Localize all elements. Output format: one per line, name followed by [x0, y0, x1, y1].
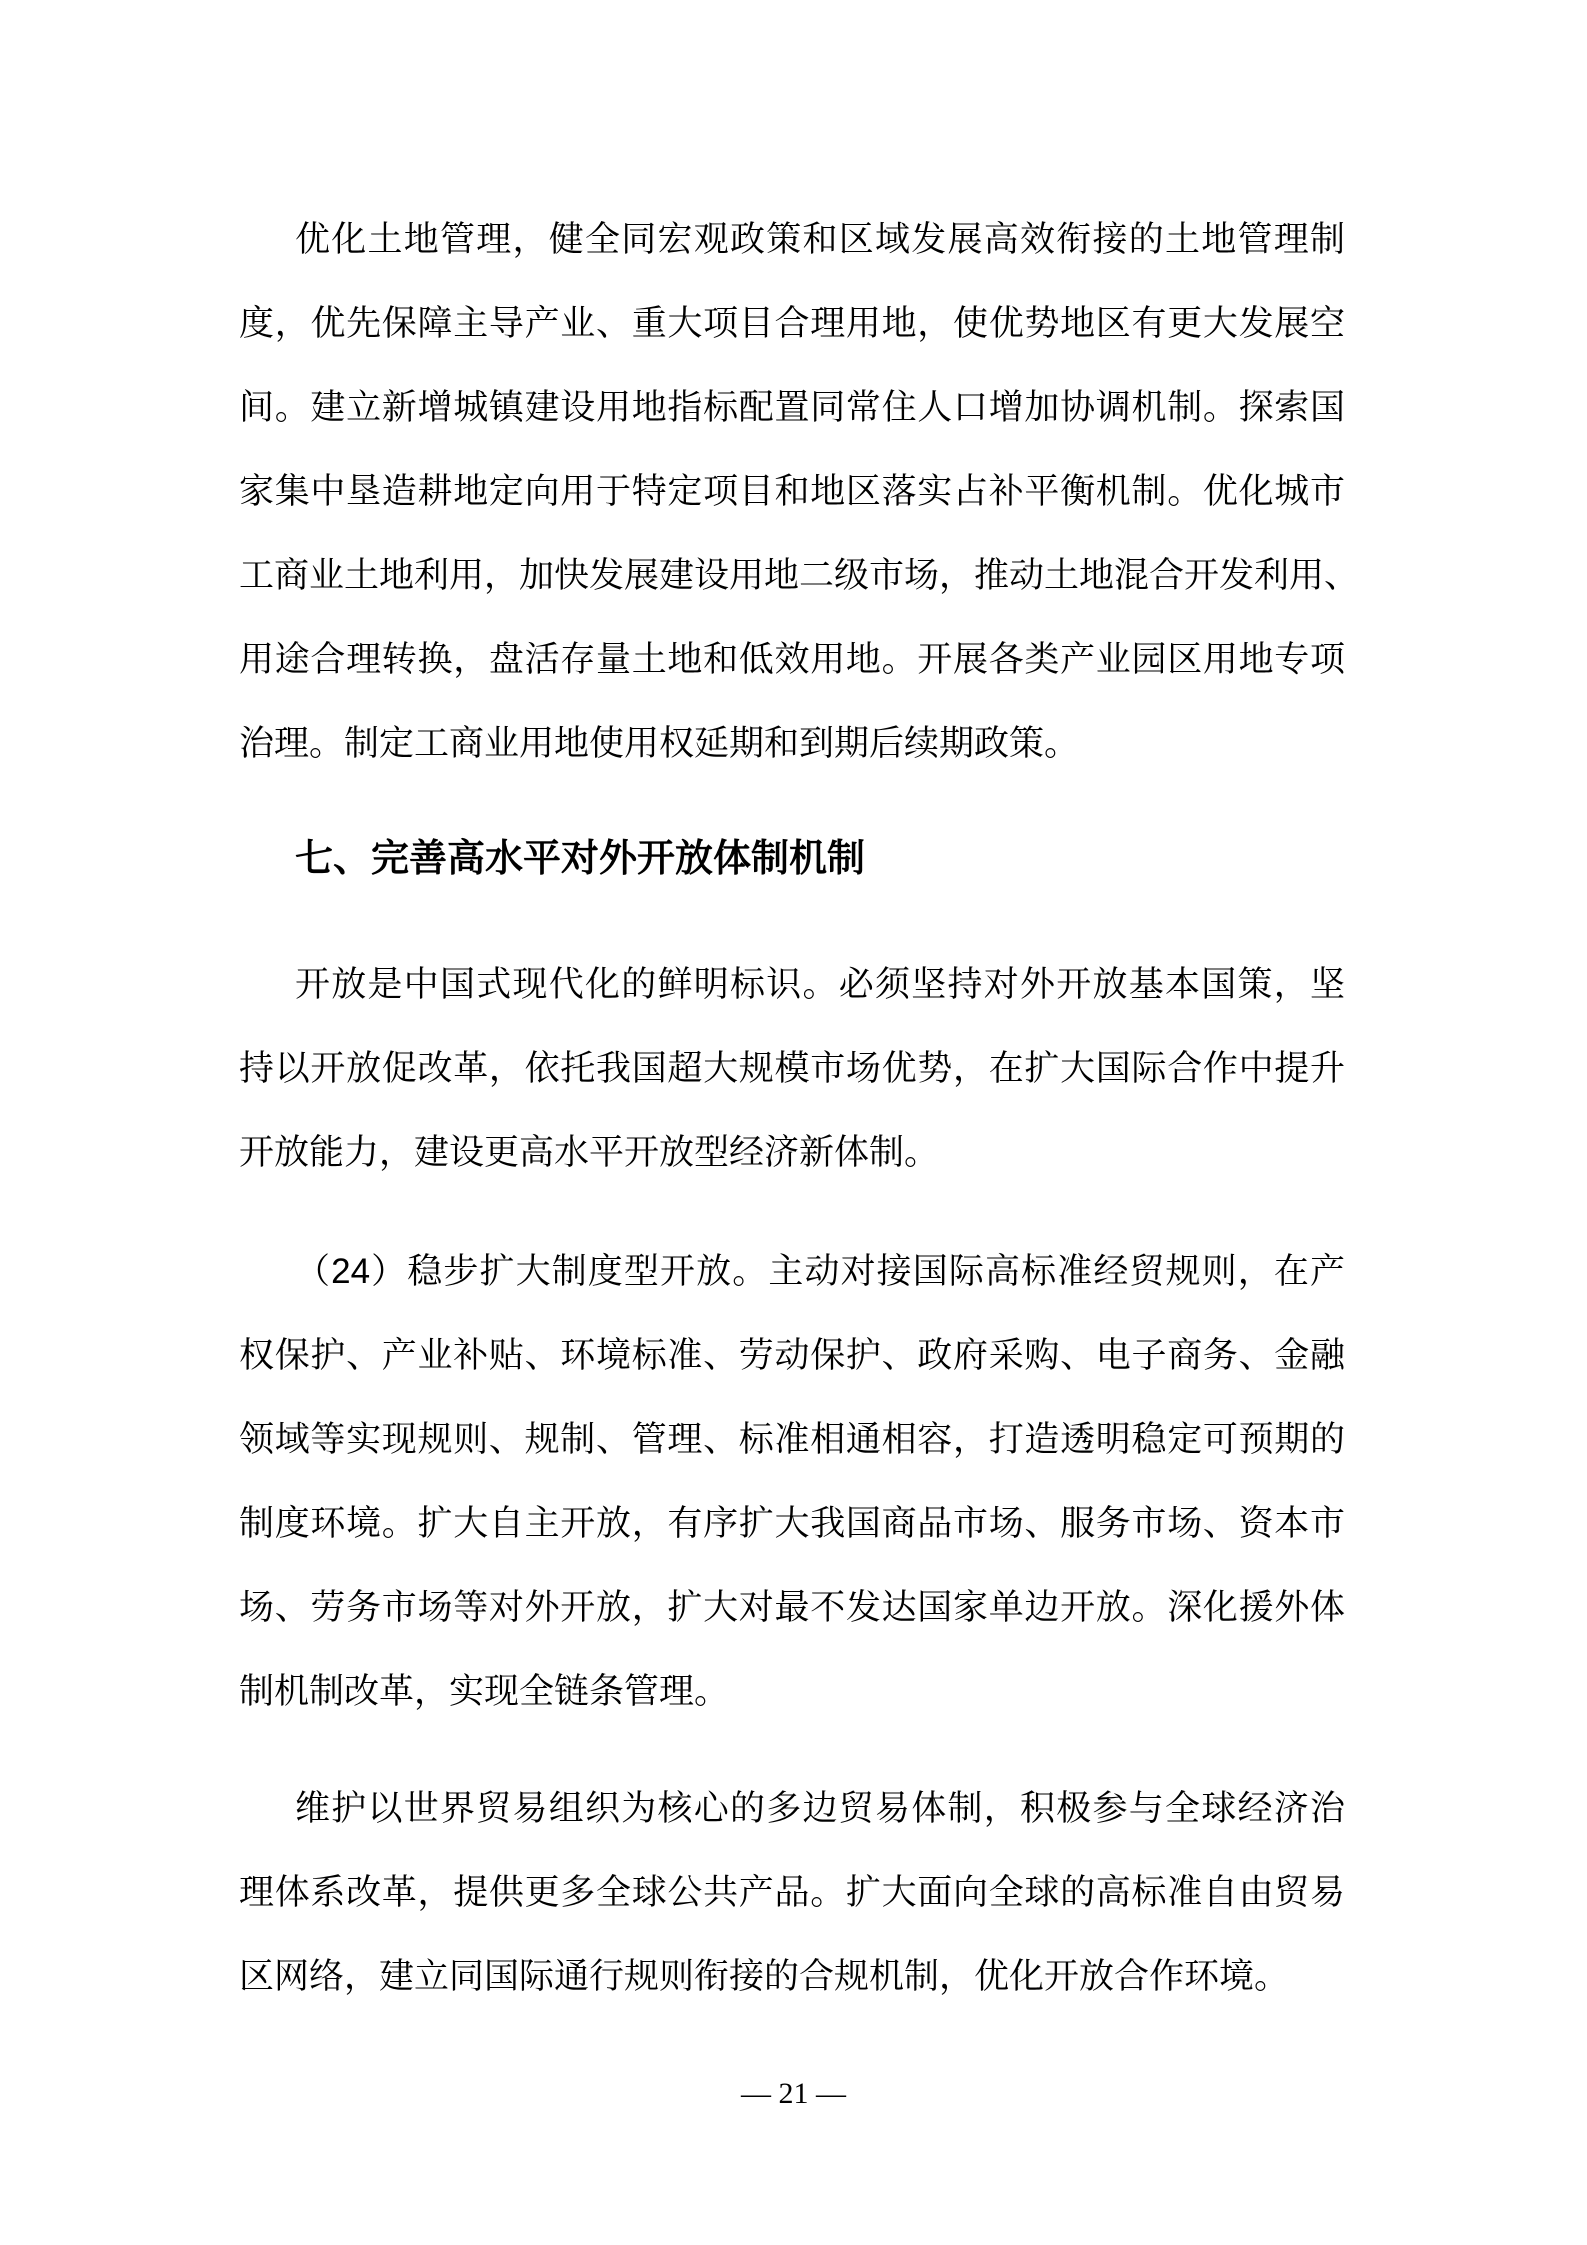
text-line: 持以开放促改革，依托我国超大规模市场优势，在扩大国际合作中提升 [239, 1049, 1345, 1088]
text-line: 间。建立新增城镇建设用地指标配置同常住人口增加协调机制。探索国 [239, 388, 1345, 427]
text-line: 开放是中国式现代化的鲜明标识。必须坚持对外开放基本国策，坚 [295, 965, 1345, 1004]
paragraph-land-management [239, 198, 1360, 786]
text-line: 制度环境。扩大自主开放，有序扩大我国商品市场、服务市场、资本市 [239, 1504, 1345, 1543]
text-line: 制机制改革，实现全链条管理。 [239, 1672, 730, 1711]
text-line: 工商业土地利用，加快发展建设用地二级市场，推动土地混合开发利用、 [239, 556, 1360, 595]
text-line: （24）稳步扩大制度型开放。主动对接国际高标准经贸规则，在产 [295, 1252, 1345, 1291]
text-line: 理体系改革，提供更多全球公共产品。扩大面向全球的高标准自由贸易 [239, 1873, 1345, 1912]
text-line: 家集中垦造耕地定向用于特定项目和地区落实占补平衡机制。优化城市 [239, 472, 1345, 511]
text-line: 维护以世界贸易组织为核心的多边贸易体制，积极参与全球经济治 [295, 1789, 1345, 1828]
text-line: 领域等实现规则、规制、管理、标准相通相容，打造透明稳定可预期的 [239, 1420, 1345, 1459]
text-line: 优化土地管理，健全同宏观政策和区域发展高效衔接的土地管理制 [295, 220, 1345, 259]
text-line: 区网络，建立同国际通行规则衔接的合规机制，优化开放合作环境。 [239, 1957, 1290, 1996]
paragraph-opening-up-intro [239, 943, 1345, 1195]
text-line: 度，优先保障主导产业、重大项目合理用地，使优势地区有更大发展空 [239, 304, 1345, 343]
text-line: 权保护、产业补贴、环境标准、劳动保护、政府采购、电子商务、金融 [239, 1336, 1345, 1375]
text-line: 治理。制定工商业用地使用权延期和到期后续期政策。 [239, 724, 1080, 763]
section-heading: 七、完善高水平对外开放体制机制 [295, 838, 866, 880]
paragraph-item-24 [239, 1230, 1345, 1734]
page-number: — 21 — [741, 2077, 846, 2110]
text-line: 用途合理转换，盘活存量土地和低效用地。开展各类产业园区用地专项 [239, 640, 1345, 679]
paragraph-wto-trade [239, 1767, 1345, 2019]
text-line: 场、劳务市场等对外开放，扩大对最不发达国家单边开放。深化援外体 [239, 1588, 1345, 1627]
text-line: 开放能力，建设更高水平开放型经济新体制。 [239, 1133, 940, 1172]
